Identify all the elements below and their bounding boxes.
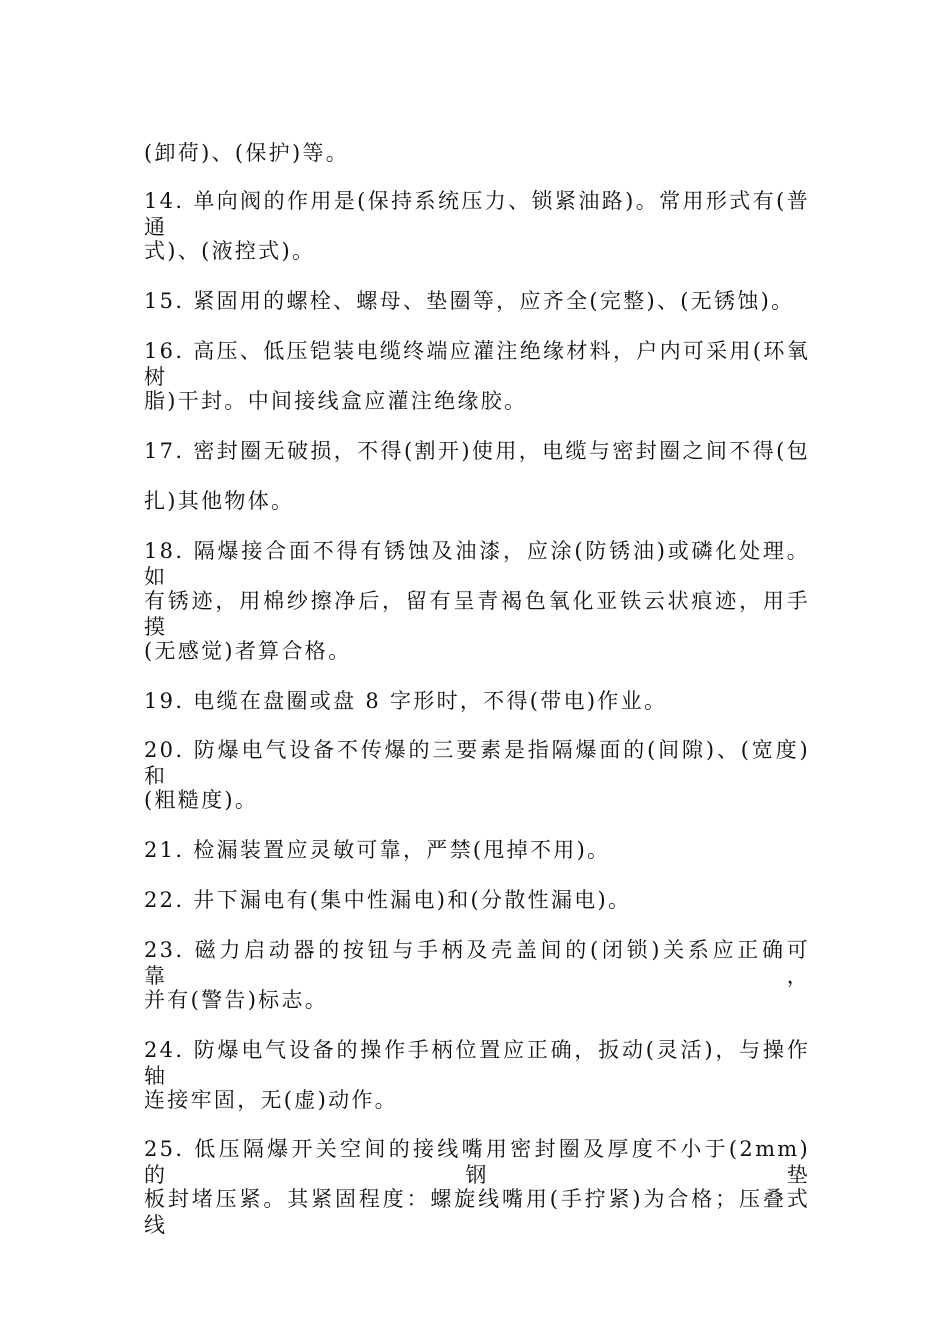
text-line: 17. 密封圈无破损，不得(割开)使用，电缆与密封圈之间不得(包 — [144, 439, 810, 463]
text-line: 24. 防爆电气设备的操作手柄位置应正确，扳动(灵活)，与操作轴 — [144, 1038, 810, 1088]
text-line: (卸荷)、(保护)等。 — [144, 141, 350, 165]
text-line: 16. 高压、低压铠装电缆终端应灌注绝缘材料，户内可采用(环氧树 — [144, 339, 810, 389]
text-line: 15. 紧固用的螺栓、螺母、垫圈等，应齐全(完整)、(无锈蚀)。 — [144, 289, 795, 313]
text-line: (无感觉)者算合格。 — [144, 639, 352, 663]
text-line: 25. 低压隔爆开关空间的接线嘴用密封圈及厚度不小于(2mm)的钢垫 — [144, 1137, 810, 1187]
text-line: 14. 单向阀的作用是(保持系统压力、锁紧油路)。常用形式有(普通 — [144, 189, 810, 239]
text-line: 连接牢固，无(虚)动作。 — [144, 1088, 398, 1112]
text-line: 19. 电缆在盘圈或盘 8 字形时，不得(带电)作业。 — [144, 689, 668, 713]
text-line: 20. 防爆电气设备不传爆的三要素是指隔爆面的(间隙)、(宽度)和 — [144, 738, 810, 788]
text-line: 扎)其他物体。 — [144, 489, 295, 513]
text-line: 板封堵压紧。其紧固程度：螺旋线嘴用(手拧紧)为合格；压叠式线 — [144, 1187, 810, 1237]
text-line: 式)、(液控式)。 — [144, 239, 316, 263]
text-line: 脂)干封。中间接线盒应灌注绝缘胶。 — [144, 389, 528, 413]
text-line: 并有(警告)标志。 — [144, 988, 329, 1012]
text-line: 18. 隔爆接合面不得有锈蚀及油漆，应涂(防锈油)或磷化处理。如 — [144, 539, 810, 589]
text-line: 23. 磁力启动器的按钮与手柄及壳盖间的(闭锁)关系应正确可靠， — [144, 938, 810, 988]
text-line: 22. 井下漏电有(集中性漏电)和(分散性漏电)。 — [144, 888, 632, 912]
text-line: 有锈迹，用棉纱擦净后，留有呈青褐色氧化亚铁云状痕迹，用手摸 — [144, 589, 810, 639]
text-line: (粗糙度)。 — [144, 788, 259, 812]
text-line: 21. 检漏装置应灵敏可靠，严禁(甩掉不用)。 — [144, 838, 611, 862]
